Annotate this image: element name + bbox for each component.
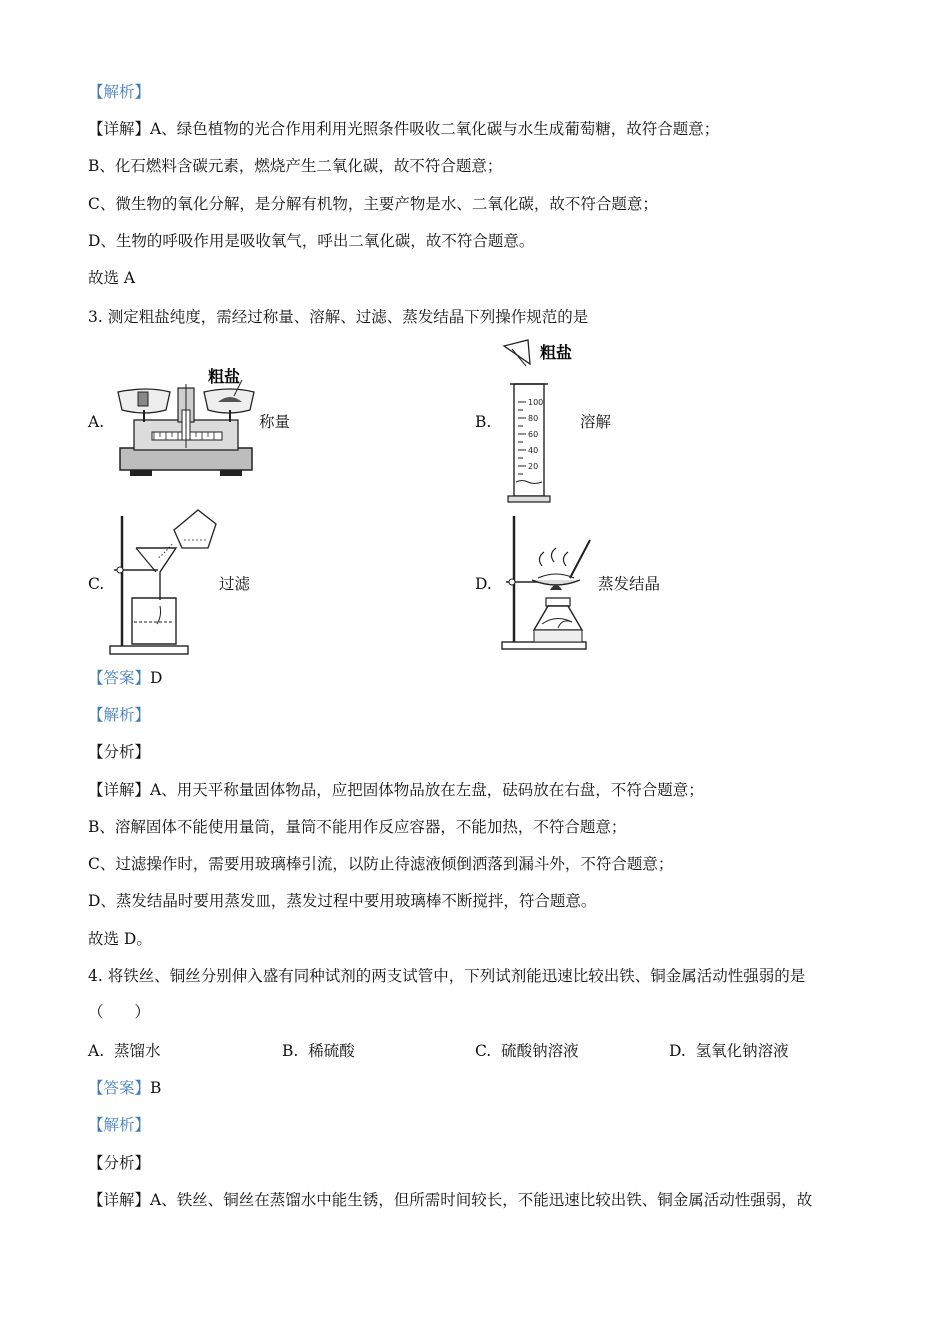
- cylinder-tick-20: 20: [528, 462, 539, 471]
- q4-detail-paragraph: [88, 1190, 812, 1210]
- fig-a-label: 粗盐: [208, 367, 241, 386]
- q3-answer: [88, 668, 162, 688]
- q3-detail-line-d: D、蒸发结晶时要用蒸发皿，蒸发过程中要用玻璃棒不断搅拌，符合题意。: [88, 892, 597, 910]
- q3-detail-paragraph: [88, 780, 704, 800]
- q4-option-d-text: 氢氧化钠溶液: [695, 1042, 789, 1060]
- fig-b-label: 粗盐: [540, 343, 573, 362]
- detail-text: A、绿色植物的光合作用利用光照条件吸收二氧化碳与水生成葡萄糖，故符合题意；: [150, 120, 720, 138]
- q3-detail-bracket: 【详解】: [88, 781, 151, 799]
- q3-fenxi-heading: 【分析】: [88, 743, 151, 761]
- cylinder-tick-80: 80: [528, 414, 539, 423]
- q3-option-a-caption: 称量: [259, 413, 291, 431]
- detail-line-c: C、微生物的氧化分解，是分解有机物，主要产物是水、二氧化碳，故不符合题意；: [88, 195, 658, 213]
- q3-detail-line-b: B、溶解固体不能使用量筒，量筒不能用作反应容器，不能加热，不符合题意；: [88, 818, 627, 836]
- q4-option-b-text: 稀硫酸: [308, 1042, 355, 1060]
- q4-detail-text: A、铁丝、铜丝在蒸馏水中能生锈，但所需时间较长，不能迅速比较出铁、铜金属活动性强弱，故: [150, 1191, 813, 1209]
- q4-option-d: [669, 1041, 789, 1061]
- filtration-figure: [104, 506, 222, 656]
- graduated-cylinder-figure: [498, 340, 588, 505]
- detail-paragraph: [88, 119, 719, 139]
- q4-detail-bracket: 【详解】: [88, 1191, 151, 1209]
- detail-bracket: 【详解】: [88, 120, 151, 138]
- conclusion: 故选 A: [88, 269, 136, 287]
- q3-option-d-caption: 蒸发结晶: [598, 575, 661, 593]
- q4-option-d-letter: D.: [669, 1042, 686, 1060]
- question-4-stem: 4. 将铁丝、铜丝分别伸入盛有同种试剂的两支试管中，下列试剂能迅速比较出铁、铜金属活动性强弱的是: [88, 967, 806, 985]
- q3-detail-line-c: C、过滤操作时，需要用玻璃棒引流，以防止待滤液倾倒洒落到漏斗外，不符合题意；: [88, 855, 674, 873]
- q3-option-c-letter: C.: [88, 575, 105, 593]
- q4-option-b-letter: B.: [282, 1042, 299, 1060]
- q3-conclusion: 故选 D。: [88, 930, 152, 948]
- cylinder-tick-40: 40: [528, 446, 539, 455]
- question-3-stem: 3. 测定粗盐纯度，需经过称量、溶解、过滤、蒸发结晶下列操作规范的是: [88, 308, 589, 326]
- balance-figure: [112, 362, 262, 480]
- question-4-paren: （ ）: [88, 1003, 151, 1021]
- q4-answer: [88, 1078, 161, 1098]
- q4-option-a-letter: A.: [88, 1042, 105, 1060]
- q4-fenxi-heading: 【分析】: [88, 1154, 151, 1172]
- q3-option-b-letter: B.: [475, 413, 492, 431]
- q3-detail-text: A、用天平称量固体物品，应把固体物品放在左盘，砝码放在右盘，不符合题意；: [150, 781, 704, 799]
- q3-option-b-caption: 溶解: [580, 413, 612, 431]
- q3-analysis-heading: 【解析】: [88, 706, 151, 724]
- q3-answer-value: D: [150, 669, 163, 687]
- detail-line-b: B、化石燃料含碳元素，燃烧产生二氧化碳，故不符合题意；: [88, 157, 503, 175]
- cylinder-tick-100: 100: [528, 398, 544, 407]
- q4-option-a-text: 蒸馏水: [113, 1042, 161, 1060]
- q3-option-c-caption: 过滤: [219, 575, 251, 593]
- q4-option-b: [282, 1041, 355, 1061]
- cylinder-tick-60: 60: [528, 430, 539, 439]
- q4-option-c-text: 硫酸钠溶液: [501, 1042, 579, 1060]
- q3-option-a-letter: A.: [88, 413, 105, 431]
- q3-option-d-letter: D.: [475, 575, 492, 593]
- q4-analysis-heading: 【解析】: [88, 1116, 151, 1134]
- q3-answer-bracket: 【答案】: [88, 669, 151, 687]
- q4-option-c: [475, 1041, 579, 1061]
- q4-option-c-letter: C.: [475, 1042, 492, 1060]
- detail-line-d: D、生物的呼吸作用是吸收氧气，呼出二氧化碳，故不符合题意。: [88, 232, 535, 250]
- analysis-heading: 【解析】: [88, 83, 151, 101]
- evaporation-figure: [498, 510, 610, 650]
- q4-answer-value: B: [150, 1079, 162, 1097]
- q4-answer-bracket: 【答案】: [88, 1079, 151, 1097]
- q4-option-a: [88, 1041, 161, 1061]
